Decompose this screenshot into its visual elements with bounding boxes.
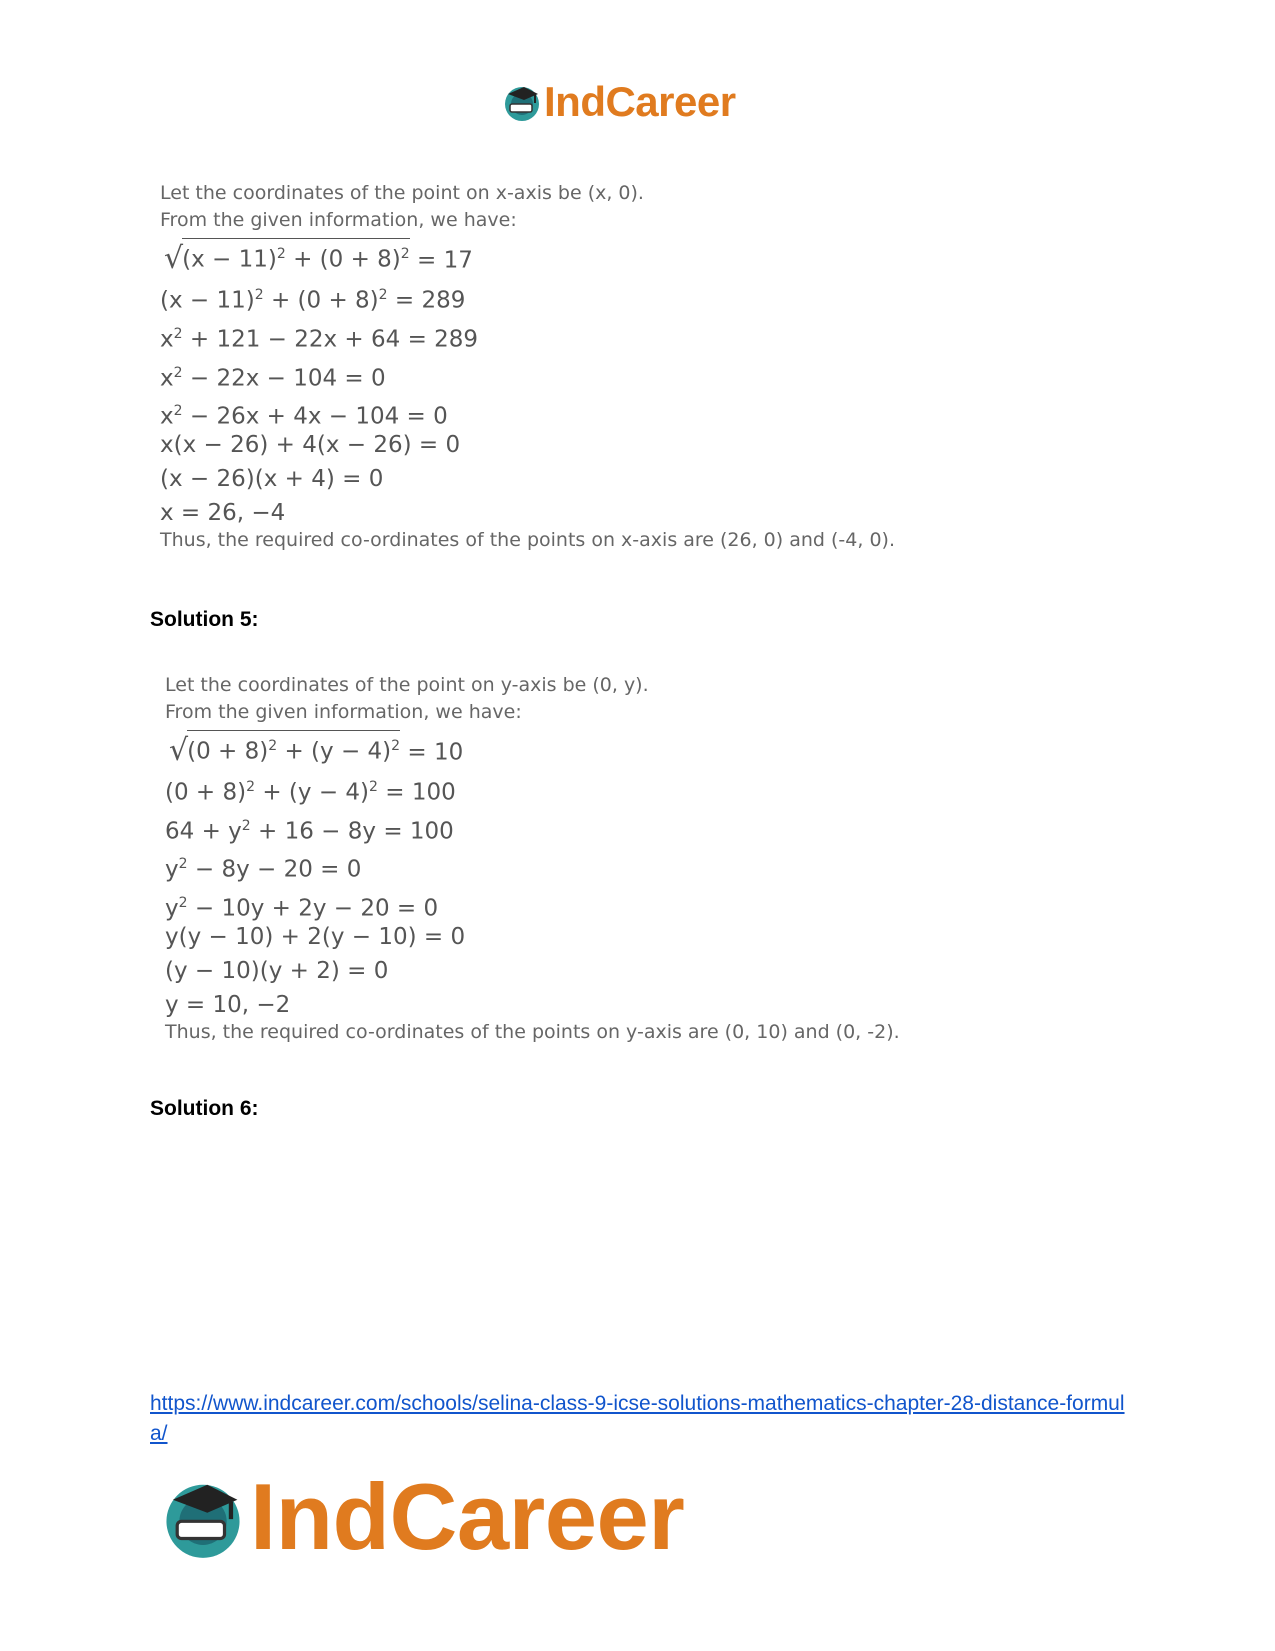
header-logo bbox=[502, 78, 736, 126]
equation-step: $x^2 - 26x + 4x - 104 = 0$ bbox=[160, 403, 448, 430]
intro-line: Let the coordinates of the point on y-axis be (0, y). bbox=[165, 674, 649, 696]
equation-step: $y^2 - 10y + 2y - 20 = 0$ bbox=[165, 895, 439, 922]
equation-step: x(x − 26) + 4(x − 26) = 0 bbox=[160, 432, 461, 458]
equation-step: $(0 + 8)^2 + (y - 4)^2 = 100$ bbox=[165, 779, 456, 806]
intro-line: From the given information, we have: bbox=[165, 701, 522, 723]
footer-logo bbox=[160, 1465, 684, 1569]
equation-step: (x − 26)(x + 4) = 0 bbox=[160, 466, 384, 492]
equation-step: $y^2 - 8y - 20 = 0$ bbox=[165, 856, 362, 883]
equation-step: √ $(0 + 8)^2 + (y - 4)^2$ = 10 bbox=[169, 730, 900, 764]
logo-wordmark: IndCareer bbox=[544, 78, 736, 125]
equation-step: y(y − 10) + 2(y − 10) = 0 bbox=[165, 924, 466, 950]
equation-step: (y − 10)(y + 2) = 0 bbox=[165, 958, 389, 984]
source-link[interactable]: https://www.indcareer.com/schools/selina-class-9-icse-solutions-mathematics-chapter-28-distance-formula/ bbox=[150, 1392, 1125, 1445]
solution-4-body bbox=[160, 180, 895, 554]
equation-step: y = 10, −2 bbox=[165, 992, 291, 1018]
solution-6-heading: Solution 6: bbox=[150, 1097, 259, 1120]
equation-step: $x^2 + 121 - 22x + 64 = 289$ bbox=[160, 326, 479, 353]
conclusion: Thus, the required co-ordinates of the points on y-axis are (0, 10) and (0, -2). bbox=[165, 1021, 900, 1043]
solution-5-body bbox=[165, 672, 900, 1046]
equation-step: $x^2 - 22x - 104 = 0$ bbox=[160, 365, 386, 392]
equation-step: $64 + y^2 + 16 - 8y = 100$ bbox=[165, 818, 454, 845]
solution-5-heading: Solution 5: bbox=[150, 608, 259, 631]
graduation-cap-globe-icon bbox=[502, 82, 542, 122]
equation-step: √ $(x - 11)^2 + (0 + 8)^2$ = 17 bbox=[164, 238, 895, 272]
graduation-cap-globe-icon bbox=[160, 1474, 246, 1560]
intro-line: From the given information, we have: bbox=[160, 209, 517, 231]
equation-step: x = 26, −4 bbox=[160, 500, 286, 526]
intro-line: Let the coordinates of the point on x-axis be (x, 0). bbox=[160, 182, 644, 204]
conclusion: Thus, the required co-ordinates of the points on x-axis are (26, 0) and (-4, 0). bbox=[160, 529, 895, 551]
equation-step: $(x - 11)^2 + (0 + 8)^2 = 289$ bbox=[160, 287, 466, 314]
logo-wordmark: IndCareer bbox=[250, 1464, 685, 1569]
